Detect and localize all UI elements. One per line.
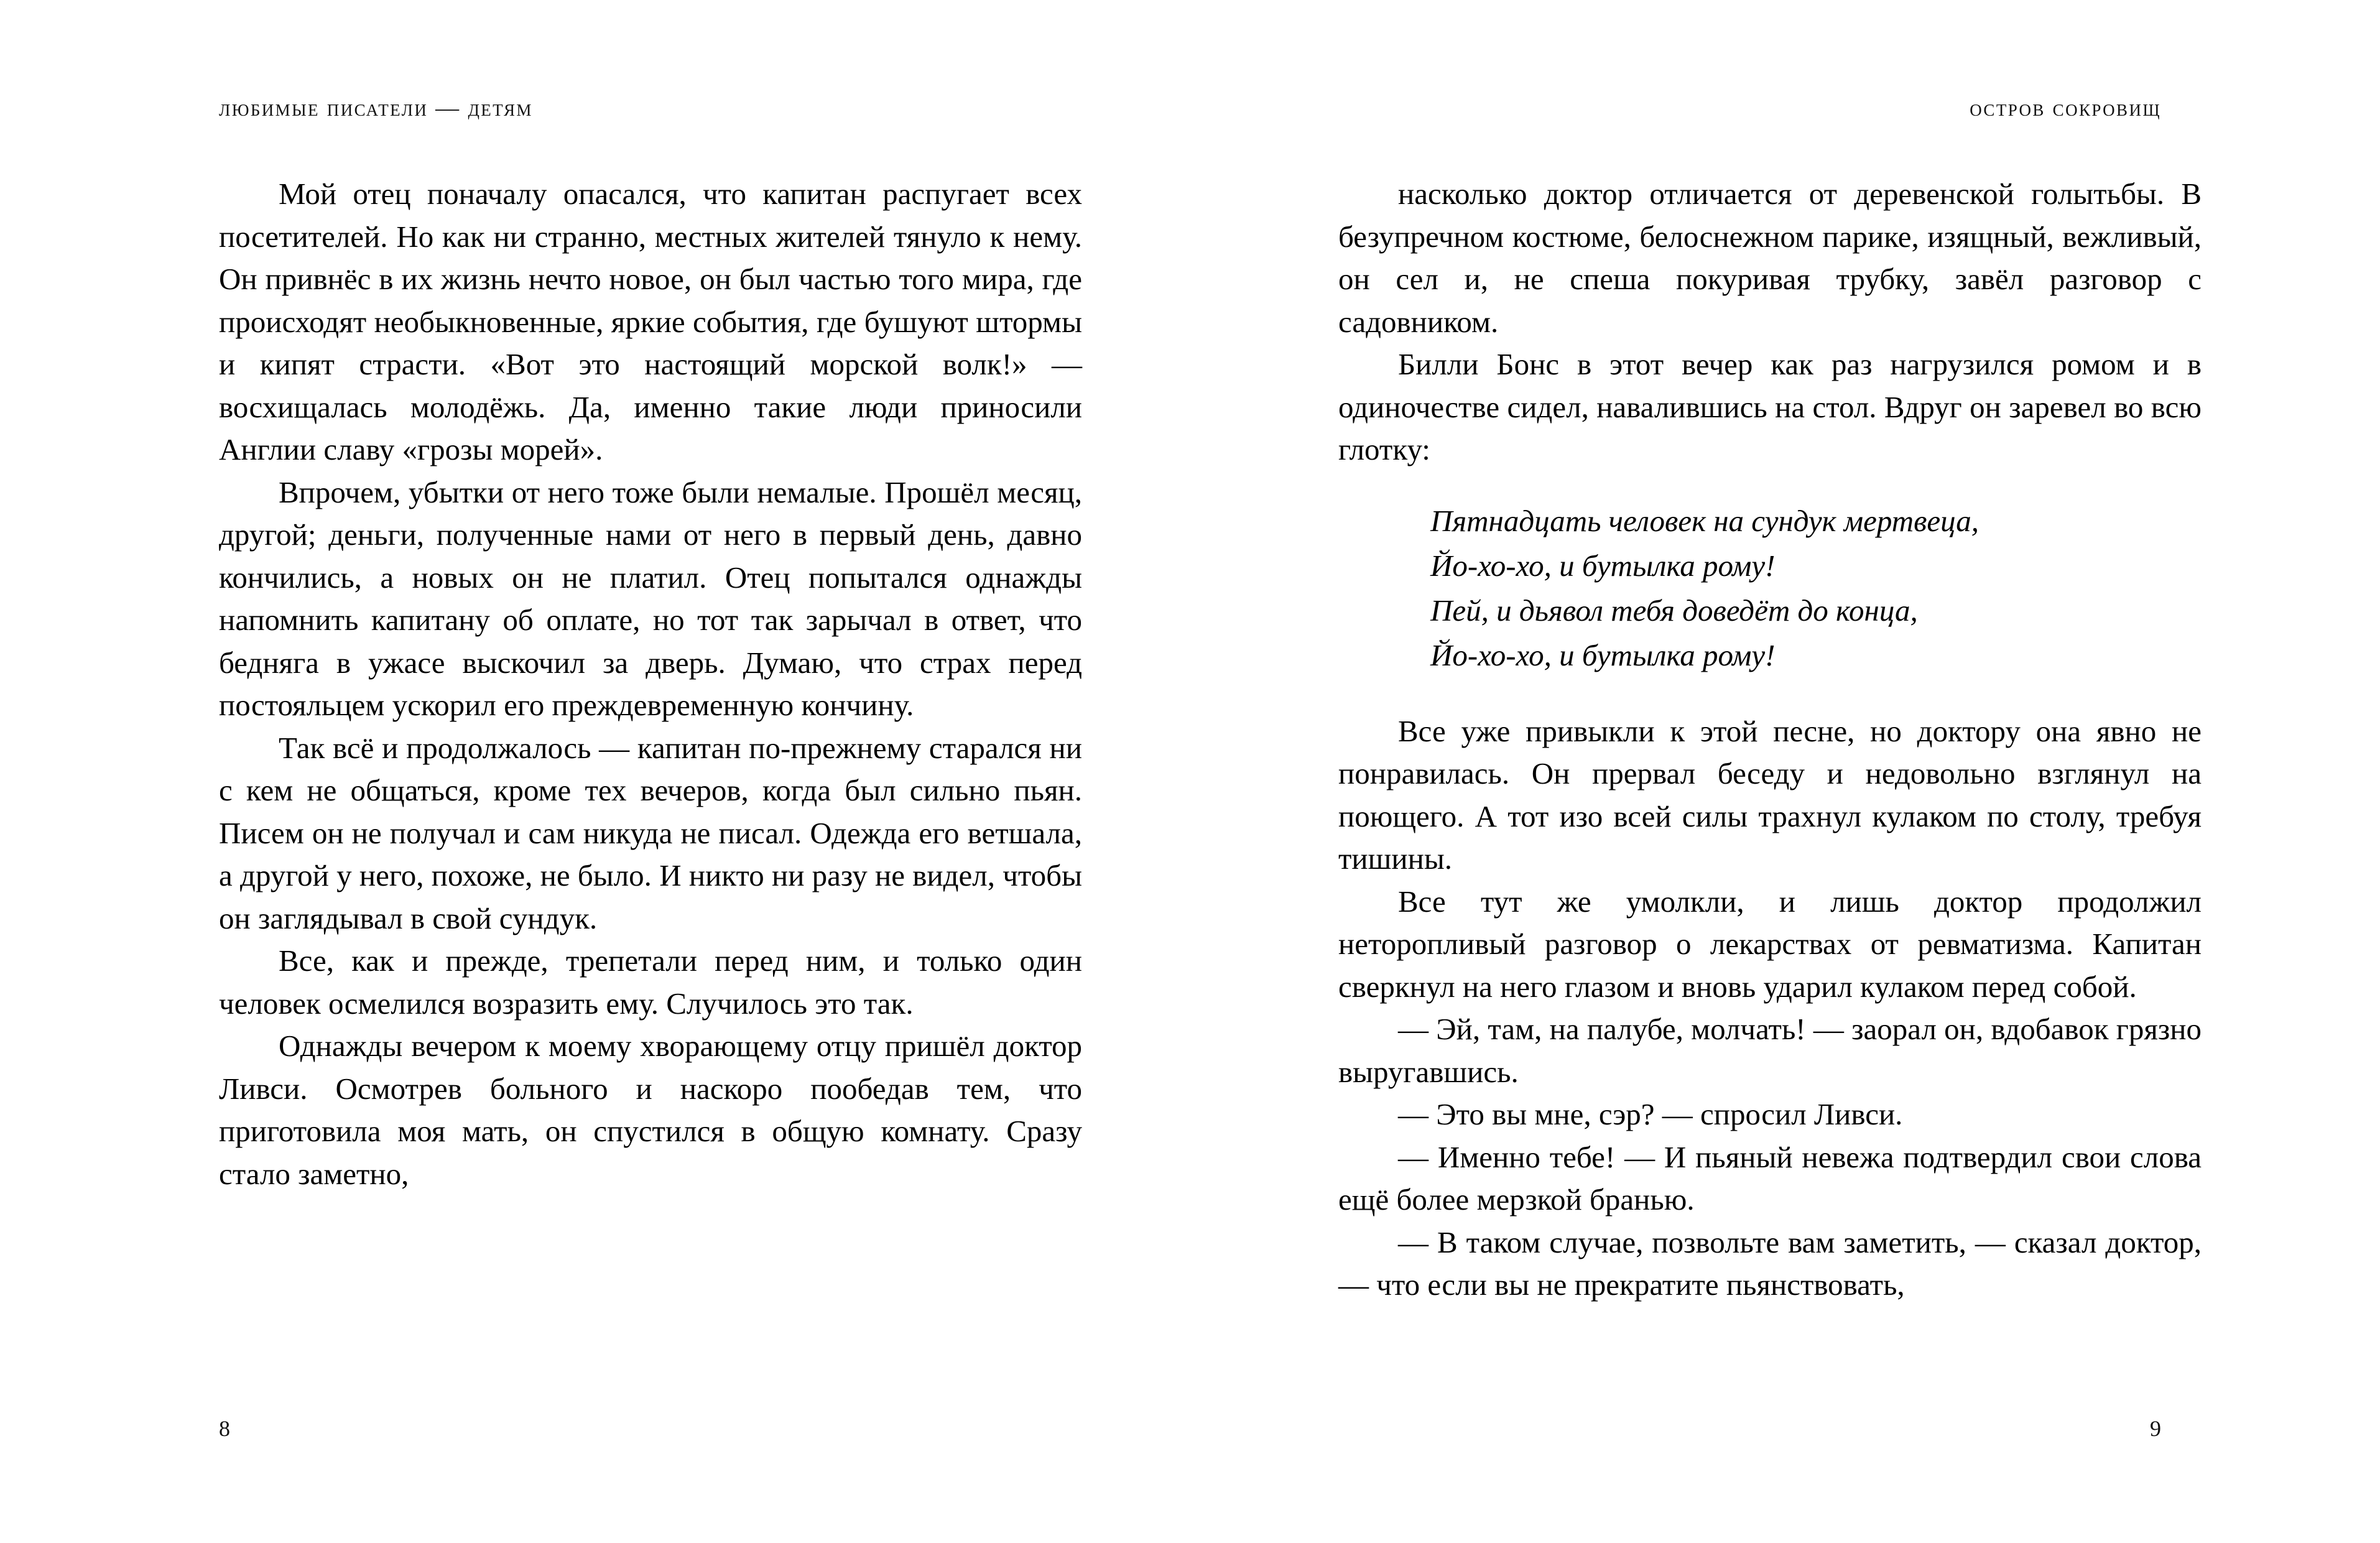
verse-line: Пей, и дьявол тебя доведёт до конца, [1430,593,1918,628]
paragraph: насколько доктор отличается от деревенской голытьбы. В безупречном костюме, белоснежном парике, изящный, вежливый, он сел и, не спеша покуривая трубку, завёл разговор с садовником. [1338,177,2202,339]
paragraph: Все тут же умолкли, и лишь доктор продолжил неторопливый разговор о лекарствах от ревматизма. Капитан сверкнул на него глазом и вновь ударил кулаком перед собой. [1338,884,2202,1004]
paragraph: Билли Бонс в этот вечер как раз нагрузился ромом и в одиночестве сидел, навалившись на стол. Вдруг он заревел во всю глотку: [1338,347,2202,466]
paragraph: — Эй, там, на палубе, молчать! — заорал он, вдобавок грязно выругавшись. [1338,1012,2202,1089]
page-number-left: 8 [219,1416,230,1441]
paragraph: Все, как и прежде, трепетали перед ним, и только один человек осмелился возразить ему. Случилось это так. [219,943,1082,1021]
running-head-left: любимые писатели — детям [219,95,533,121]
running-head-right: остров сокровищ [1970,95,2161,121]
paragraph: — В таком случае, позвольте вам заметить, — сказал доктор, — что если вы не прекратите пьянствовать, [1338,1225,2202,1302]
paragraph: Все уже привыкли к этой песне, но доктору она явно не понравилась. Он прервал беседу и недовольно взглянул на поющего. А тот изо всей силы трахнул кулаком по столу, требуя тишины. [1338,713,2202,876]
paragraph: Впрочем, убытки от него тоже были немалые. Прошёл месяц, другой; деньги, полученные нами от него в первый день, давно кончились, а новых он не платил. Отец попытался однажды напомнить капитану об оплате, но тот так зарычал в ответ, что бедняга в ужасе выскочил за дверь. Думаю, что страх перед постояльцем ускорил его преждевременную кончину. [219,475,1082,722]
paragraph: Мой отец поначалу опасался, что капитан распугает всех посетителей. Но как ни странно, местных жителей тянуло к нему. Он привнёс в их жизнь нечто новое, он был частью того мира, где происходят необыкновенные, яркие события, где бушуют штормы и кипят страсти. «Вот это настоящий морской волк!» — восхищалась молодёжь. Да, именно такие люди приносили Англии славу «грозы морей». [219,177,1082,466]
paragraph: — Именно тебе! — И пьяный невежа подтвердил свои слова ещё более мерзкой бранью. [1338,1139,2202,1216]
verse-line: Пятнадцать человек на сундук мертвеца, [1430,503,1979,538]
pirate-song-verse [1338,471,2202,710]
right-column-text [1338,173,2202,1307]
paragraph: Однажды вечером к моему хворающему отцу пришёл доктор Ливси. Осмотрев больного и наскоро пообедав тем, что приготовила моя мать, он спустился в общую комнату. Сразу стало заметно, [219,1029,1082,1191]
left-column-text [219,173,1082,1195]
verse-line: Йо-хо-хо, и бутылка рому! [1430,637,1776,672]
verse-line: Йо-хо-хо, и бутылка рому! [1430,548,1776,583]
paragraph: Так всё и продолжалось — капитан по-прежнему старался ни с кем не общаться, кроме тех вечеров, когда был сильно пьян. Писем он не получал и сам никуда не писал. Одежда его ветшала, а другой у него, похоже, не было. И никто ни разу не видел, чтобы он заглядывал в свой сундук. [219,730,1082,935]
paragraph: — Это вы мне, сэр? — спросил Ливси. [1398,1097,1903,1131]
page-number-right: 9 [2150,1416,2161,1441]
